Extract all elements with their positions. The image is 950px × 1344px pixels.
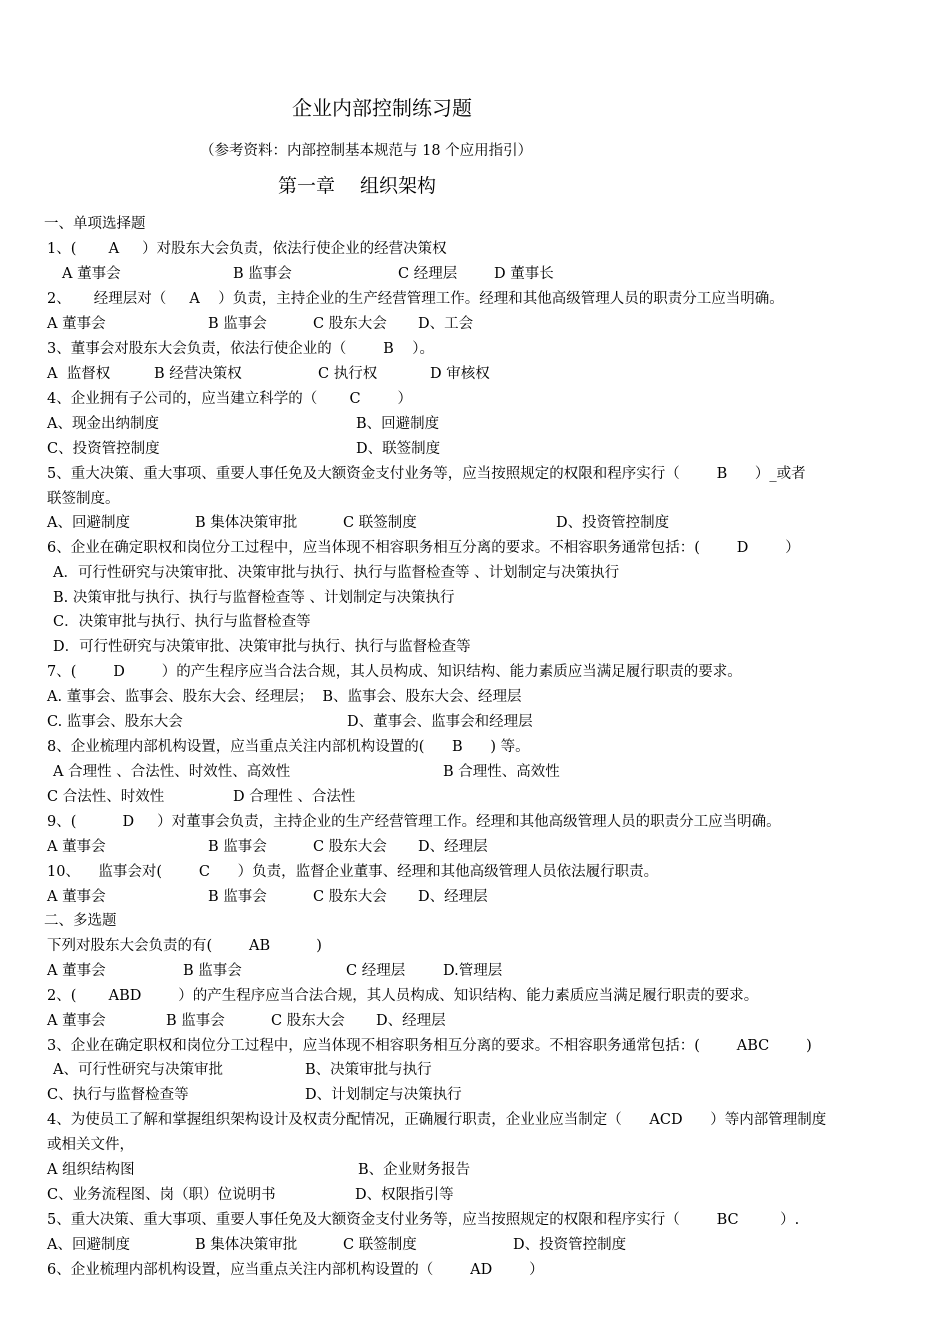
question-line: 10、 监事会对( C ）负责，监督企业董事、经理和其他高级管理人员依法履行职责。 — [47, 864, 659, 880]
answer-option: A 董事会 — [47, 889, 106, 905]
question-line: 5、重大决策、重大事项、重要人事任免及大额资金支付业务等，应当按照规定的权限和程序实行（ BC ）. — [47, 1212, 800, 1228]
section-heading: 一、单项选择题 — [44, 216, 146, 232]
answer-option: D、工会 — [418, 316, 474, 332]
answer-option: C 经理层 — [346, 963, 406, 979]
question-line: 2、 经理层对（ A ）负责，主持企业的生产经营管理工作。经理和其他高级管理人员的职责分工应当明确。 — [47, 291, 784, 307]
document-title: 企业内部控制练习题 — [292, 96, 472, 120]
question-line: 7、( D ）的产生程序应当合法合规，其人员构成、知识结构、能力素质应当满足履行职责的要求。 — [47, 664, 742, 680]
answer-option: C、业务流程图、岗（职）位说明书 — [47, 1187, 276, 1203]
answer-option: D.管理层 — [443, 963, 503, 979]
answer-option: D、投资管控制度 — [556, 515, 670, 531]
answer-option: C. 监事会、股东大会 — [47, 714, 183, 730]
answer-option: D、经理层 — [418, 839, 488, 855]
answer-option: C 联签制度 — [343, 515, 417, 531]
answer-option: A 董事会 — [47, 963, 106, 979]
answer-option: D、权限指引等 — [355, 1187, 454, 1203]
document-subtitle: （参考资料：内部控制基本规范与 18 个应用指引） — [200, 143, 533, 159]
answer-option: C 联签制度 — [343, 1237, 417, 1253]
answer-option: B 监事会 — [166, 1013, 225, 1029]
answer-option: D、投资管控制度 — [513, 1237, 627, 1253]
question-line: 4、为使员工了解和掌握组织架构设计及权责分配情况，正确履行职责，企业业应当制定（ ACD ）等内部管理制度 — [47, 1112, 827, 1128]
answer-option: B 经营决策权 — [154, 366, 242, 382]
answer-option: A、回避制度 — [47, 1237, 130, 1253]
answer-option: A、可行性研究与决策审批 — [53, 1062, 223, 1078]
answer-option: A、现金出纳制度 — [47, 416, 159, 432]
question-line: A. 董事会、监事会、股东大会、经理层； B、监事会、股东大会、经理层 — [47, 689, 522, 705]
answer-option: D 审核权 — [430, 366, 490, 382]
answer-option: A 董事会 — [62, 266, 121, 282]
answer-option: C、执行与监督检查等 — [47, 1087, 189, 1103]
answer-option: C 经理层 — [398, 266, 458, 282]
question-line: A．可行性研究与决策审批、决策审批与执行、执行与监督检查等 、计划制定与决策执行 — [53, 565, 620, 581]
question-line: C．决策审批与执行、执行与监督检查等 — [53, 614, 311, 630]
question-line: 2、( ABD ）的产生程序应当合法合规，其人员构成、知识结构、能力素质应当满足履行职责的要求。 — [47, 988, 759, 1004]
answer-option: C 股东大会 — [313, 316, 387, 332]
question-line: 9、( D ）对董事会负责，主持企业的生产经营管理工作。经理和其他高级管理人员的职责分工应当明确。 — [47, 814, 781, 830]
question-line: 6、企业梳理内部机构设置，应当重点关注内部机构设置的（ AD ） — [47, 1262, 544, 1278]
question-line: D．可行性研究与决策审批、决策审批与执行、执行与监督检查等 — [53, 639, 471, 655]
answer-option: B 监事会 — [233, 266, 292, 282]
section-heading: 二、多选题 — [44, 913, 117, 929]
answer-option: B 监事会 — [208, 316, 267, 332]
question-line: 3、企业在确定职权和岗位分工过程中，应当体现不相容职务相互分离的要求。不相容职务通常包括：( ABC ) — [47, 1038, 812, 1054]
answer-option: A 组织结构图 — [47, 1162, 135, 1178]
answer-option: B 监事会 — [208, 839, 267, 855]
answer-option: C 执行权 — [318, 366, 378, 382]
chapter-heading: 第一章 组织架构 — [278, 175, 437, 197]
answer-option: C、投资管控制度 — [47, 441, 160, 457]
answer-option: D、经理层 — [418, 889, 488, 905]
question-line: 3、董事会对股东大会负责，依法行使企业的（ B ）。 — [47, 341, 434, 357]
question-line: 下列对股东大会负责的有( AB ) — [47, 938, 322, 954]
answer-option: B 集体决策审批 — [195, 1237, 298, 1253]
answer-option: D、联签制度 — [356, 441, 441, 457]
answer-option: D、董事会、监事会和经理层 — [347, 714, 533, 730]
answer-option: B、企业财务报告 — [358, 1162, 471, 1178]
question-line: 联签制度。 — [47, 491, 120, 507]
answer-option: B 集体决策审批 — [195, 515, 298, 531]
answer-option: C 股东大会 — [271, 1013, 345, 1029]
answer-option: A 监督权 — [47, 366, 111, 382]
answer-option: D、计划制定与决策执行 — [305, 1087, 462, 1103]
answer-option: C 合法性、时效性 — [47, 789, 165, 805]
answer-option: B 合理性、高效性 — [443, 764, 560, 780]
answer-option: B 监事会 — [208, 889, 267, 905]
answer-option: B、回避制度 — [356, 416, 440, 432]
answer-option: A 董事会 — [47, 1013, 106, 1029]
answer-option: A 董事会 — [47, 316, 106, 332]
answer-option: D 合理性 、合法性 — [233, 789, 356, 805]
question-line: B. 决策审批与执行、执行与监督检查等 、计划制定与决策执行 — [53, 590, 455, 606]
question-line: 6、企业在确定职权和岗位分工过程中，应当体现不相容职务相互分离的要求。不相容职务通常包括：( D ） — [47, 540, 800, 556]
answer-option: D、经理层 — [376, 1013, 446, 1029]
answer-option: A、回避制度 — [47, 515, 130, 531]
question-line: 或相关文件， — [47, 1137, 134, 1153]
question-line: 8、企业梳理内部机构设置，应当重点关注内部机构设置的( B ) 等。 — [47, 739, 530, 755]
answer-option: A 董事会 — [47, 839, 106, 855]
answer-option: C 股东大会 — [313, 889, 387, 905]
answer-option: A 合理性 、合法性、时效性、高效性 — [53, 764, 291, 780]
answer-option: B 监事会 — [183, 963, 242, 979]
question-line: 4、企业拥有子公司的，应当建立科学的（ C ） — [47, 391, 412, 407]
question-line: 5、重大决策、重大事项、重要人事任免及大额资金支付业务等，应当按照规定的权限和程序实行（ B ）_或者 — [47, 466, 806, 482]
answer-option: C 股东大会 — [313, 839, 387, 855]
answer-option: D 董事长 — [494, 266, 554, 282]
question-line: 1、( A ）对股东大会负责，依法行使企业的经营决策权 — [47, 241, 447, 257]
answer-option: B、决策审批与执行 — [305, 1062, 432, 1078]
